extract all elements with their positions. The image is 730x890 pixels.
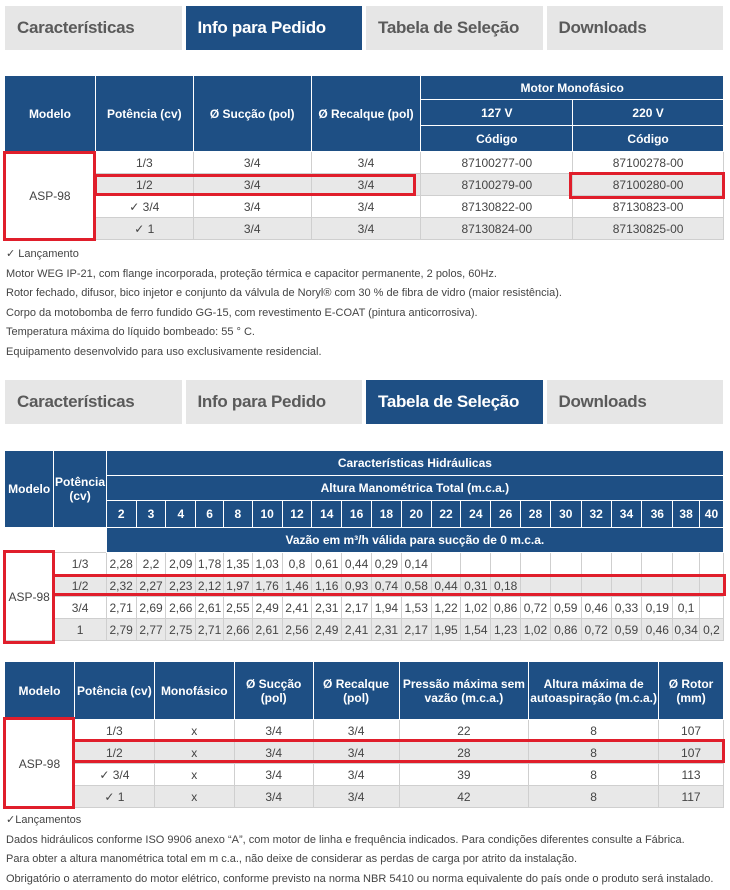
cell-recalque: 3/4 (313, 720, 399, 742)
cell-monofasico: x (154, 720, 234, 742)
heads-row (5, 501, 724, 528)
selection-table (4, 450, 724, 641)
cell-recalque: 3/4 (313, 742, 399, 764)
table-row (5, 597, 724, 619)
col-potencia: Potência (cv) (95, 76, 193, 152)
cell-vazao (699, 597, 723, 619)
cell-vazao (491, 553, 521, 575)
cell-vazao: 0,1 (673, 597, 700, 619)
cell-altura: 8 (529, 786, 659, 808)
cell-vazao: 0,59 (550, 597, 581, 619)
cell-vazao (642, 575, 673, 597)
cell-vazao: 0,31 (461, 575, 491, 597)
cell-potencia: 1/2 (95, 174, 193, 196)
note-lancamento: ✓ Lançamento (6, 248, 79, 260)
cell-vazao: 0,59 (611, 619, 642, 641)
cell-succao: 3/4 (234, 720, 313, 742)
cell-vazao: 2,17 (401, 619, 431, 641)
cell-recalque: 3/4 (313, 786, 399, 808)
cell-altura: 8 (529, 764, 659, 786)
cell-vazao: 0,33 (611, 597, 642, 619)
col-altura-38: 38 (673, 501, 700, 528)
table-row (5, 786, 724, 808)
model-cell: ASP-98 (5, 553, 54, 641)
cell-potencia: 1/3 (54, 553, 106, 575)
tab-tabela-selecao[interactable]: Tabela de Seleção (366, 380, 543, 424)
col-altura-22: 22 (431, 501, 461, 528)
col-220v: 220 V (573, 100, 724, 126)
cell-codigo-127: 87130822-00 (421, 196, 573, 218)
col-altura-autoaspiracao: Altura máxima de autoaspiração (m.c.a.) (529, 662, 659, 720)
note-line: Temperatura máxima do líquido bombeado: 55 ° C. (6, 326, 255, 338)
cell-vazao: 1,23 (491, 619, 521, 641)
cell-recalque: 3/4 (311, 218, 421, 240)
cell-vazao: 2,12 (196, 575, 224, 597)
cell-vazao: 0,74 (372, 575, 402, 597)
cell-altura: 8 (529, 742, 659, 764)
cell-vazao: 2,69 (136, 597, 166, 619)
table-row (5, 575, 724, 597)
cell-potencia: ✓ 1 (74, 786, 154, 808)
note-line: Equipamento desenvolvido para uso exclusivamente residencial. (6, 345, 322, 358)
cell-rotor: 113 (659, 764, 724, 786)
col-recalque: Ø Recalque (pol) (313, 662, 399, 720)
col-altura-30: 30 (550, 501, 581, 528)
cell-vazao: 2,09 (166, 553, 196, 575)
note-line: Dados hidráulicos conforme ISO 9906 anexo “A”, com motor de linha e frequência indicados. Para condições diferentes consulte a Fábrica. (6, 833, 685, 846)
cell-recalque: 3/4 (311, 196, 421, 218)
cell-vazao: 1,22 (431, 597, 461, 619)
cell-vazao (550, 575, 581, 597)
model-cell: ASP-98 (5, 720, 75, 808)
cell-codigo-127: 87100279-00 (421, 174, 573, 196)
tab-info-pedido[interactable]: Info para Pedido (186, 380, 363, 424)
cell-vazao (521, 553, 551, 575)
cell-vazao: 2,31 (372, 619, 402, 641)
cell-codigo-127: 87100277-00 (421, 152, 573, 174)
cell-recalque: 3/4 (311, 152, 421, 174)
cell-succao: 3/4 (193, 152, 311, 174)
col-altura-8: 8 (223, 501, 252, 528)
cell-succao: 3/4 (234, 786, 313, 808)
cell-recalque: 3/4 (313, 764, 399, 786)
col-altura-12: 12 (282, 501, 312, 528)
cell-vazao: 0,8 (282, 553, 312, 575)
cell-vazao (699, 575, 723, 597)
cell-vazao: 0,72 (581, 619, 611, 641)
cell-vazao: 1,02 (461, 597, 491, 619)
table-row (5, 152, 724, 174)
cell-vazao: 2,28 (106, 553, 136, 575)
cell-codigo-220: 87130825-00 (573, 218, 724, 240)
cell-vazao: 0,2 (699, 619, 723, 641)
cell-vazao: 1,76 (252, 575, 282, 597)
tab-downloads[interactable]: Downloads (547, 380, 724, 424)
cell-vazao: 0,29 (372, 553, 402, 575)
cell-vazao: 1,46 (282, 575, 312, 597)
table-row (5, 742, 724, 764)
col-altura-2: 2 (106, 501, 136, 528)
cell-vazao: 2,23 (166, 575, 196, 597)
cell-potencia: ✓ 1 (95, 218, 193, 240)
tab-tabela-selecao[interactable]: Tabela de Seleção (366, 6, 543, 50)
note-line: Obrigatório o aterramento do motor elétrico, conforme previsto na norma NBR 5410 ou norma equivalente do país onde o produto será instalado. (6, 872, 714, 885)
cell-rotor: 107 (659, 720, 724, 742)
table-row (5, 619, 724, 641)
cell-potencia: 1/3 (95, 152, 193, 174)
cell-pressao: 28 (399, 742, 529, 764)
note-lancamentos: ✓Lançamentos (6, 814, 82, 826)
note-line: Motor WEG IP-21, com flange incorporada, proteção térmica e capacitor permanente, 2 polos, 60Hz. (6, 267, 497, 280)
col-altura-4: 4 (166, 501, 196, 528)
tab-caracteristicas[interactable]: Características (5, 6, 182, 50)
cell-vazao: 2,31 (312, 597, 342, 619)
cell-vazao: 1,53 (401, 597, 431, 619)
cell-codigo-220: 87100278-00 (573, 152, 724, 174)
cell-vazao: 1,97 (223, 575, 252, 597)
cell-vazao: 2,41 (282, 597, 312, 619)
cell-vazao: 0,61 (312, 553, 342, 575)
cell-recalque: 3/4 (311, 174, 421, 196)
col-altura-manometrica: Altura Manométrica Total (m.c.a.) (106, 476, 723, 501)
cell-succao: 3/4 (234, 742, 313, 764)
cell-vazao: 0,14 (401, 553, 431, 575)
col-altura-14: 14 (312, 501, 342, 528)
cell-vazao: 0,86 (550, 619, 581, 641)
cell-codigo-220: 87130823-00 (573, 196, 724, 218)
cell-vazao: 1,95 (431, 619, 461, 641)
note-line: Corpo da motobomba de ferro fundido GG-15, com revestimento E-COAT (pintura anticorrosiva). (6, 306, 478, 319)
cell-pressao: 39 (399, 764, 529, 786)
cell-vazao: 0,19 (642, 597, 673, 619)
cell-vazao (699, 553, 723, 575)
cell-vazao: 0,46 (642, 619, 673, 641)
cell-monofasico: x (154, 786, 234, 808)
cell-vazao (581, 553, 611, 575)
col-vazao: Vazão em m³/h válida para sucção de 0 m.c.a. (106, 528, 723, 553)
table-row (5, 196, 724, 218)
cell-potencia: 1 (54, 619, 106, 641)
col-altura-18: 18 (372, 501, 402, 528)
cell-vazao: 0,44 (431, 575, 461, 597)
cell-vazao: 2,55 (223, 597, 252, 619)
tab-caracteristicas[interactable]: Características (5, 380, 182, 424)
cell-vazao: 0,46 (581, 597, 611, 619)
table-row (5, 553, 724, 575)
cell-pressao: 22 (399, 720, 529, 742)
note-line: Rotor fechado, difusor, bico injetor e conjunto da válvula de Noryl® com 30 % de fibra de vidro (maior resistência). (6, 287, 562, 299)
col-altura-24: 24 (461, 501, 491, 528)
cell-vazao (431, 553, 461, 575)
cell-vazao: 2,32 (106, 575, 136, 597)
col-succao: Ø Sucção (pol) (193, 76, 311, 152)
col-127v: 127 V (421, 100, 573, 126)
col-potencia: Potência (cv) (54, 451, 106, 528)
cell-vazao (611, 553, 642, 575)
col-altura-20: 20 (401, 501, 431, 528)
cell-vazao: 0,86 (491, 597, 521, 619)
col-rotor: Ø Rotor (mm) (659, 662, 724, 720)
cell-vazao: 2,17 (342, 597, 372, 619)
cell-vazao (611, 575, 642, 597)
col-altura-3: 3 (136, 501, 166, 528)
cell-succao: 3/4 (193, 218, 311, 240)
col-caracteristicas-hidraulicas: Características Hidráulicas (106, 451, 723, 476)
cell-vazao: 2,49 (252, 597, 282, 619)
col-succao: Ø Sucção (pol) (234, 662, 313, 720)
cell-vazao (521, 575, 551, 597)
cell-potencia: 1/2 (54, 575, 106, 597)
spec-table (4, 661, 724, 808)
table-row (5, 764, 724, 786)
col-modelo: Modelo (5, 451, 54, 528)
cell-potencia: 3/4 (54, 597, 106, 619)
cell-vazao: 0,72 (521, 597, 551, 619)
cell-vazao: 0,18 (491, 575, 521, 597)
cell-vazao (550, 553, 581, 575)
cell-vazao: 2,49 (312, 619, 342, 641)
order-table (4, 75, 724, 240)
cell-vazao: 1,35 (223, 553, 252, 575)
col-altura-6: 6 (196, 501, 224, 528)
cell-succao: 3/4 (234, 764, 313, 786)
col-potencia: Potência (cv) (74, 662, 154, 720)
cell-vazao: 2,61 (252, 619, 282, 641)
model-cell: ASP-98 (5, 152, 96, 240)
cell-vazao (642, 553, 673, 575)
tab-info-pedido[interactable]: Info para Pedido (186, 6, 363, 50)
cell-altura: 8 (529, 720, 659, 742)
cell-vazao: 2,27 (136, 575, 166, 597)
cell-codigo-220: 87100280-00 (573, 174, 724, 196)
cell-pressao: 42 (399, 786, 529, 808)
col-pressao-maxima: Pressão máxima sem vazão (m.c.a.) (399, 662, 529, 720)
cell-vazao: 2,75 (166, 619, 196, 641)
cell-vazao: 0,34 (673, 619, 700, 641)
col-motor-monofasico: Motor Monofásico (421, 76, 724, 100)
col-modelo: Modelo (5, 76, 96, 152)
cell-vazao: 1,03 (252, 553, 282, 575)
cell-succao: 3/4 (193, 196, 311, 218)
col-altura-34: 34 (611, 501, 642, 528)
cell-rotor: 117 (659, 786, 724, 808)
cell-monofasico: x (154, 742, 234, 764)
tab-downloads[interactable]: Downloads (547, 6, 724, 50)
col-altura-40: 40 (699, 501, 723, 528)
cell-vazao: 0,93 (342, 575, 372, 597)
col-recalque: Ø Recalque (pol) (311, 76, 421, 152)
col-codigo-220: Código (573, 126, 724, 152)
cell-succao: 3/4 (193, 174, 311, 196)
cell-potencia: 1/3 (74, 720, 154, 742)
cell-vazao (461, 553, 491, 575)
cell-vazao: 2,66 (166, 597, 196, 619)
cell-codigo-127: 87130824-00 (421, 218, 573, 240)
cell-monofasico: x (154, 764, 234, 786)
cell-vazao: 1,02 (521, 619, 551, 641)
col-altura-32: 32 (581, 501, 611, 528)
col-altura-10: 10 (252, 501, 282, 528)
col-altura-26: 26 (491, 501, 521, 528)
cell-vazao: 2,41 (342, 619, 372, 641)
col-altura-28: 28 (521, 501, 551, 528)
tab-bar-selection (5, 380, 723, 424)
note-line: Para obter a altura manométrica total em m c.a., não deixe de considerar as perdas de carga por atrito da instalação. (6, 853, 578, 865)
cell-vazao: 1,54 (461, 619, 491, 641)
col-altura-16: 16 (342, 501, 372, 528)
order-notes (6, 245, 562, 362)
spec-notes (6, 811, 713, 889)
cell-vazao (673, 575, 700, 597)
col-altura-36: 36 (642, 501, 673, 528)
cell-vazao: 2,79 (106, 619, 136, 641)
cell-vazao: 1,94 (372, 597, 402, 619)
cell-vazao: 2,56 (282, 619, 312, 641)
table-row (5, 174, 724, 196)
cell-potencia: 1/2 (74, 742, 154, 764)
table-row (5, 720, 724, 742)
cell-vazao: 2,2 (136, 553, 166, 575)
cell-vazao: 1,78 (196, 553, 224, 575)
spacer-cell (5, 528, 107, 553)
cell-vazao: 2,77 (136, 619, 166, 641)
cell-vazao: 2,71 (106, 597, 136, 619)
cell-potencia: ✓ 3/4 (95, 196, 193, 218)
col-monofasico: Monofásico (154, 662, 234, 720)
cell-vazao: 0,58 (401, 575, 431, 597)
cell-vazao: 2,61 (196, 597, 224, 619)
cell-vazao (581, 575, 611, 597)
cell-vazao: 2,71 (196, 619, 224, 641)
cell-vazao (673, 553, 700, 575)
cell-rotor: 107 (659, 742, 724, 764)
tab-bar-order (5, 6, 723, 50)
table-row (5, 218, 724, 240)
cell-potencia: ✓ 3/4 (74, 764, 154, 786)
cell-vazao: 1,16 (312, 575, 342, 597)
cell-vazao: 0,44 (342, 553, 372, 575)
col-modelo: Modelo (5, 662, 75, 720)
cell-vazao: 2,66 (223, 619, 252, 641)
col-codigo-127: Código (421, 126, 573, 152)
